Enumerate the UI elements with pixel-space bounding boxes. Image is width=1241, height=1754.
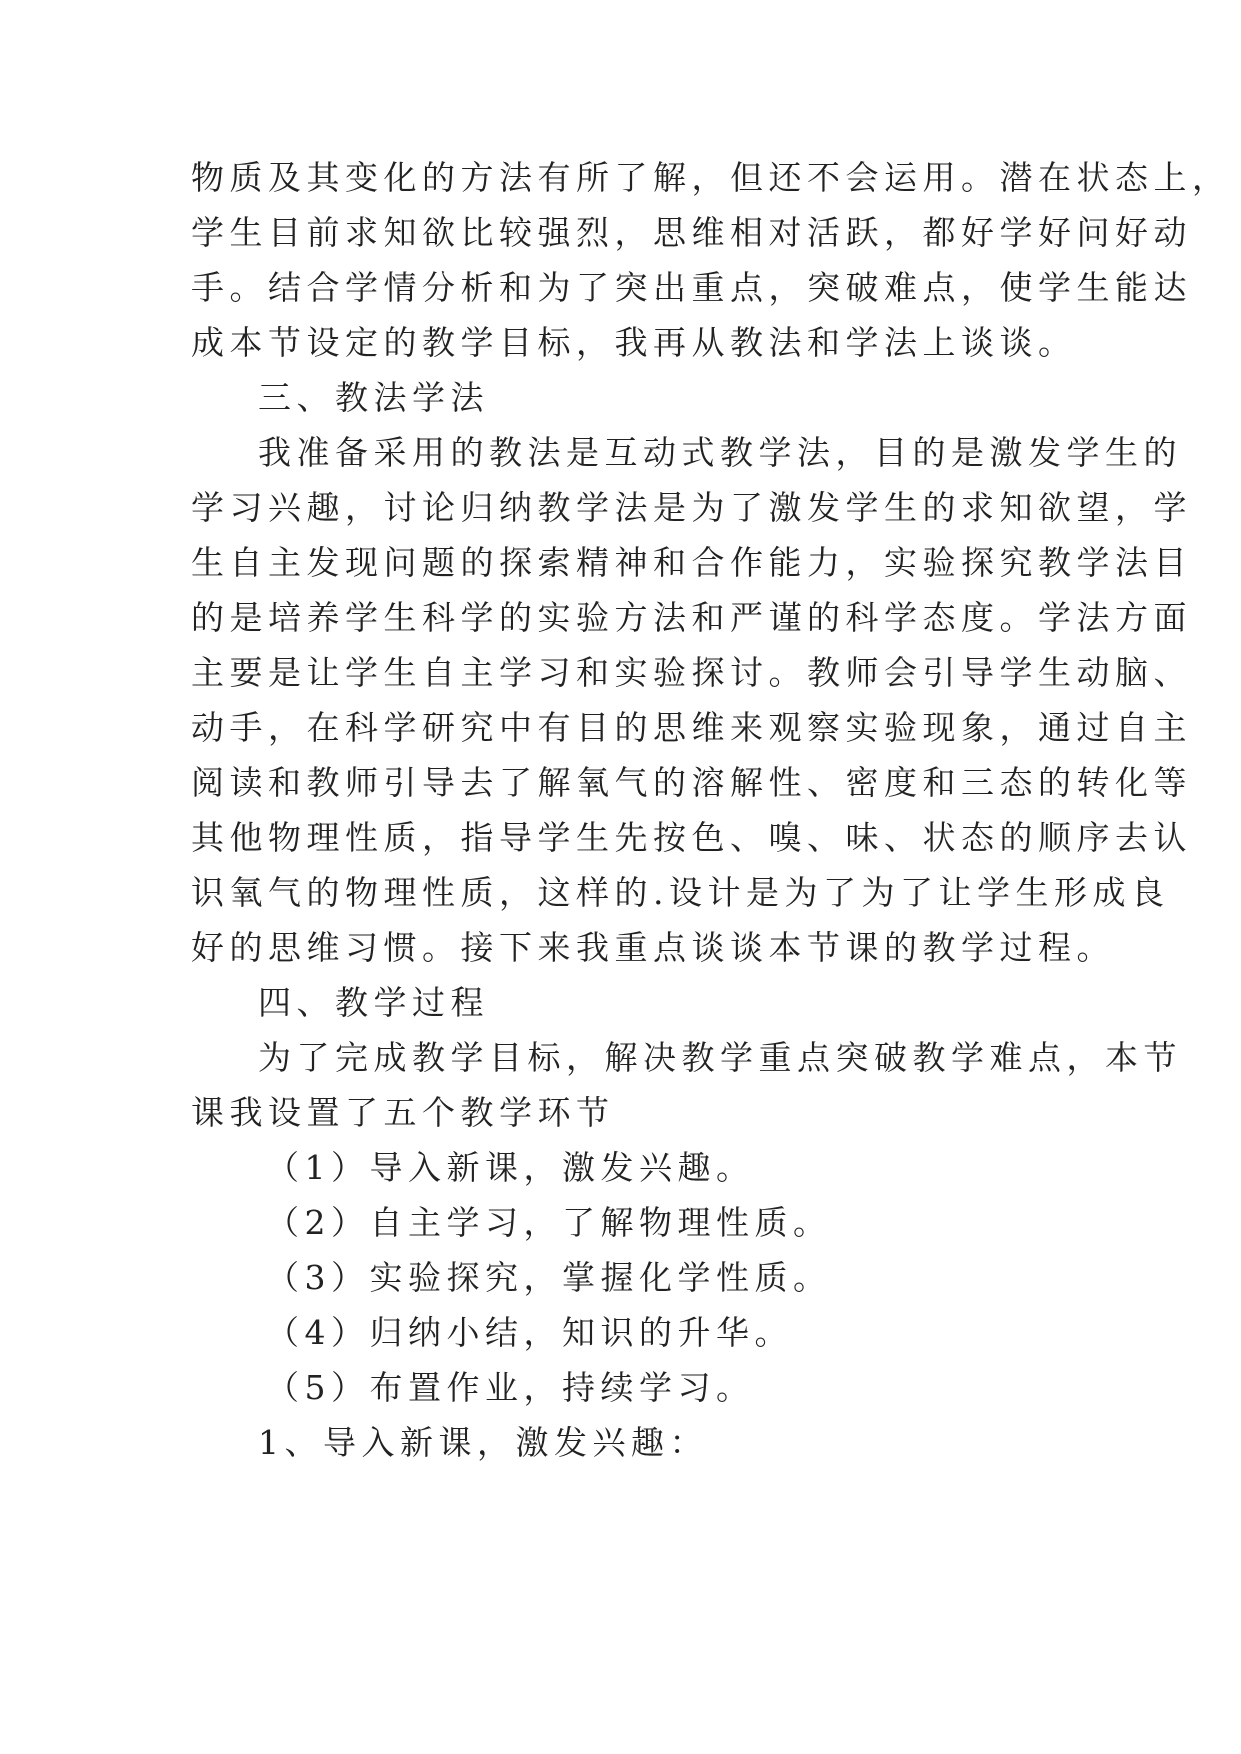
- paragraph-line: 生自主发现问题的探索精神和合作能力，实验探究教学法目: [191, 543, 1192, 582]
- paragraph-line: 物质及其变化的方法有所了解，但还不会运用。潜在状态上，: [191, 158, 1231, 197]
- paragraph-line: 其他物理性质，指导学生先按色、嗅、味、状态的顺序去认: [191, 818, 1192, 857]
- paragraph-line: 的是培养学生科学的实验方法和严谨的科学态度。学法方面: [191, 598, 1192, 637]
- paragraph-line: 阅读和教师引导去了解氧气的溶解性、密度和三态的转化等: [191, 763, 1192, 802]
- subsection-title: 1、导入新课，激发兴趣：: [258, 1423, 708, 1462]
- step-item: （5）布置作业，持续学习。: [266, 1368, 755, 1407]
- paragraph-line: 识氧气的物理性质，这样的.设计是为了为了让学生形成良: [191, 873, 1170, 912]
- paragraph-line: 动手，在科学研究中有目的思维来观察实验现象，通过自主: [191, 708, 1192, 747]
- paragraph-line: 主要是让学生自主学习和实验探讨。教师会引导学生动脑、: [191, 653, 1192, 692]
- paragraph-line: 手。结合学情分析和为了突出重点，突破难点，使学生能达: [191, 268, 1192, 307]
- paragraph-line: 好的思维习惯。接下来我重点谈谈本节课的教学过程。: [191, 928, 1115, 967]
- step-item: （2）自主学习，了解物理性质。: [266, 1203, 832, 1242]
- paragraph-line: 成本节设定的教学目标，我再从教法和学法上谈谈。: [191, 323, 1077, 362]
- paragraph-line: 学习兴趣，讨论归纳教学法是为了激发学生的求知欲望，学: [191, 488, 1192, 527]
- paragraph-line: 学生目前求知欲比较强烈，思维相对活跃，都好学好问好动: [191, 213, 1192, 252]
- section-heading: 三、教法学法: [258, 378, 489, 417]
- paragraph-line: 课我设置了五个教学环节: [191, 1093, 615, 1132]
- step-item: （4）归纳小结，知识的升华。: [266, 1313, 793, 1352]
- step-item: （3）实验探究，掌握化学性质。: [266, 1258, 832, 1297]
- paragraph-line: 为了完成教学目标，解决教学重点突破教学难点，本节: [258, 1038, 1182, 1077]
- step-item: （1）导入新课，激发兴趣。: [266, 1148, 755, 1187]
- paragraph-line: 我准备采用的教法是互动式教学法，目的是激发学生的: [258, 433, 1182, 472]
- section-heading: 四、教学过程: [258, 983, 489, 1022]
